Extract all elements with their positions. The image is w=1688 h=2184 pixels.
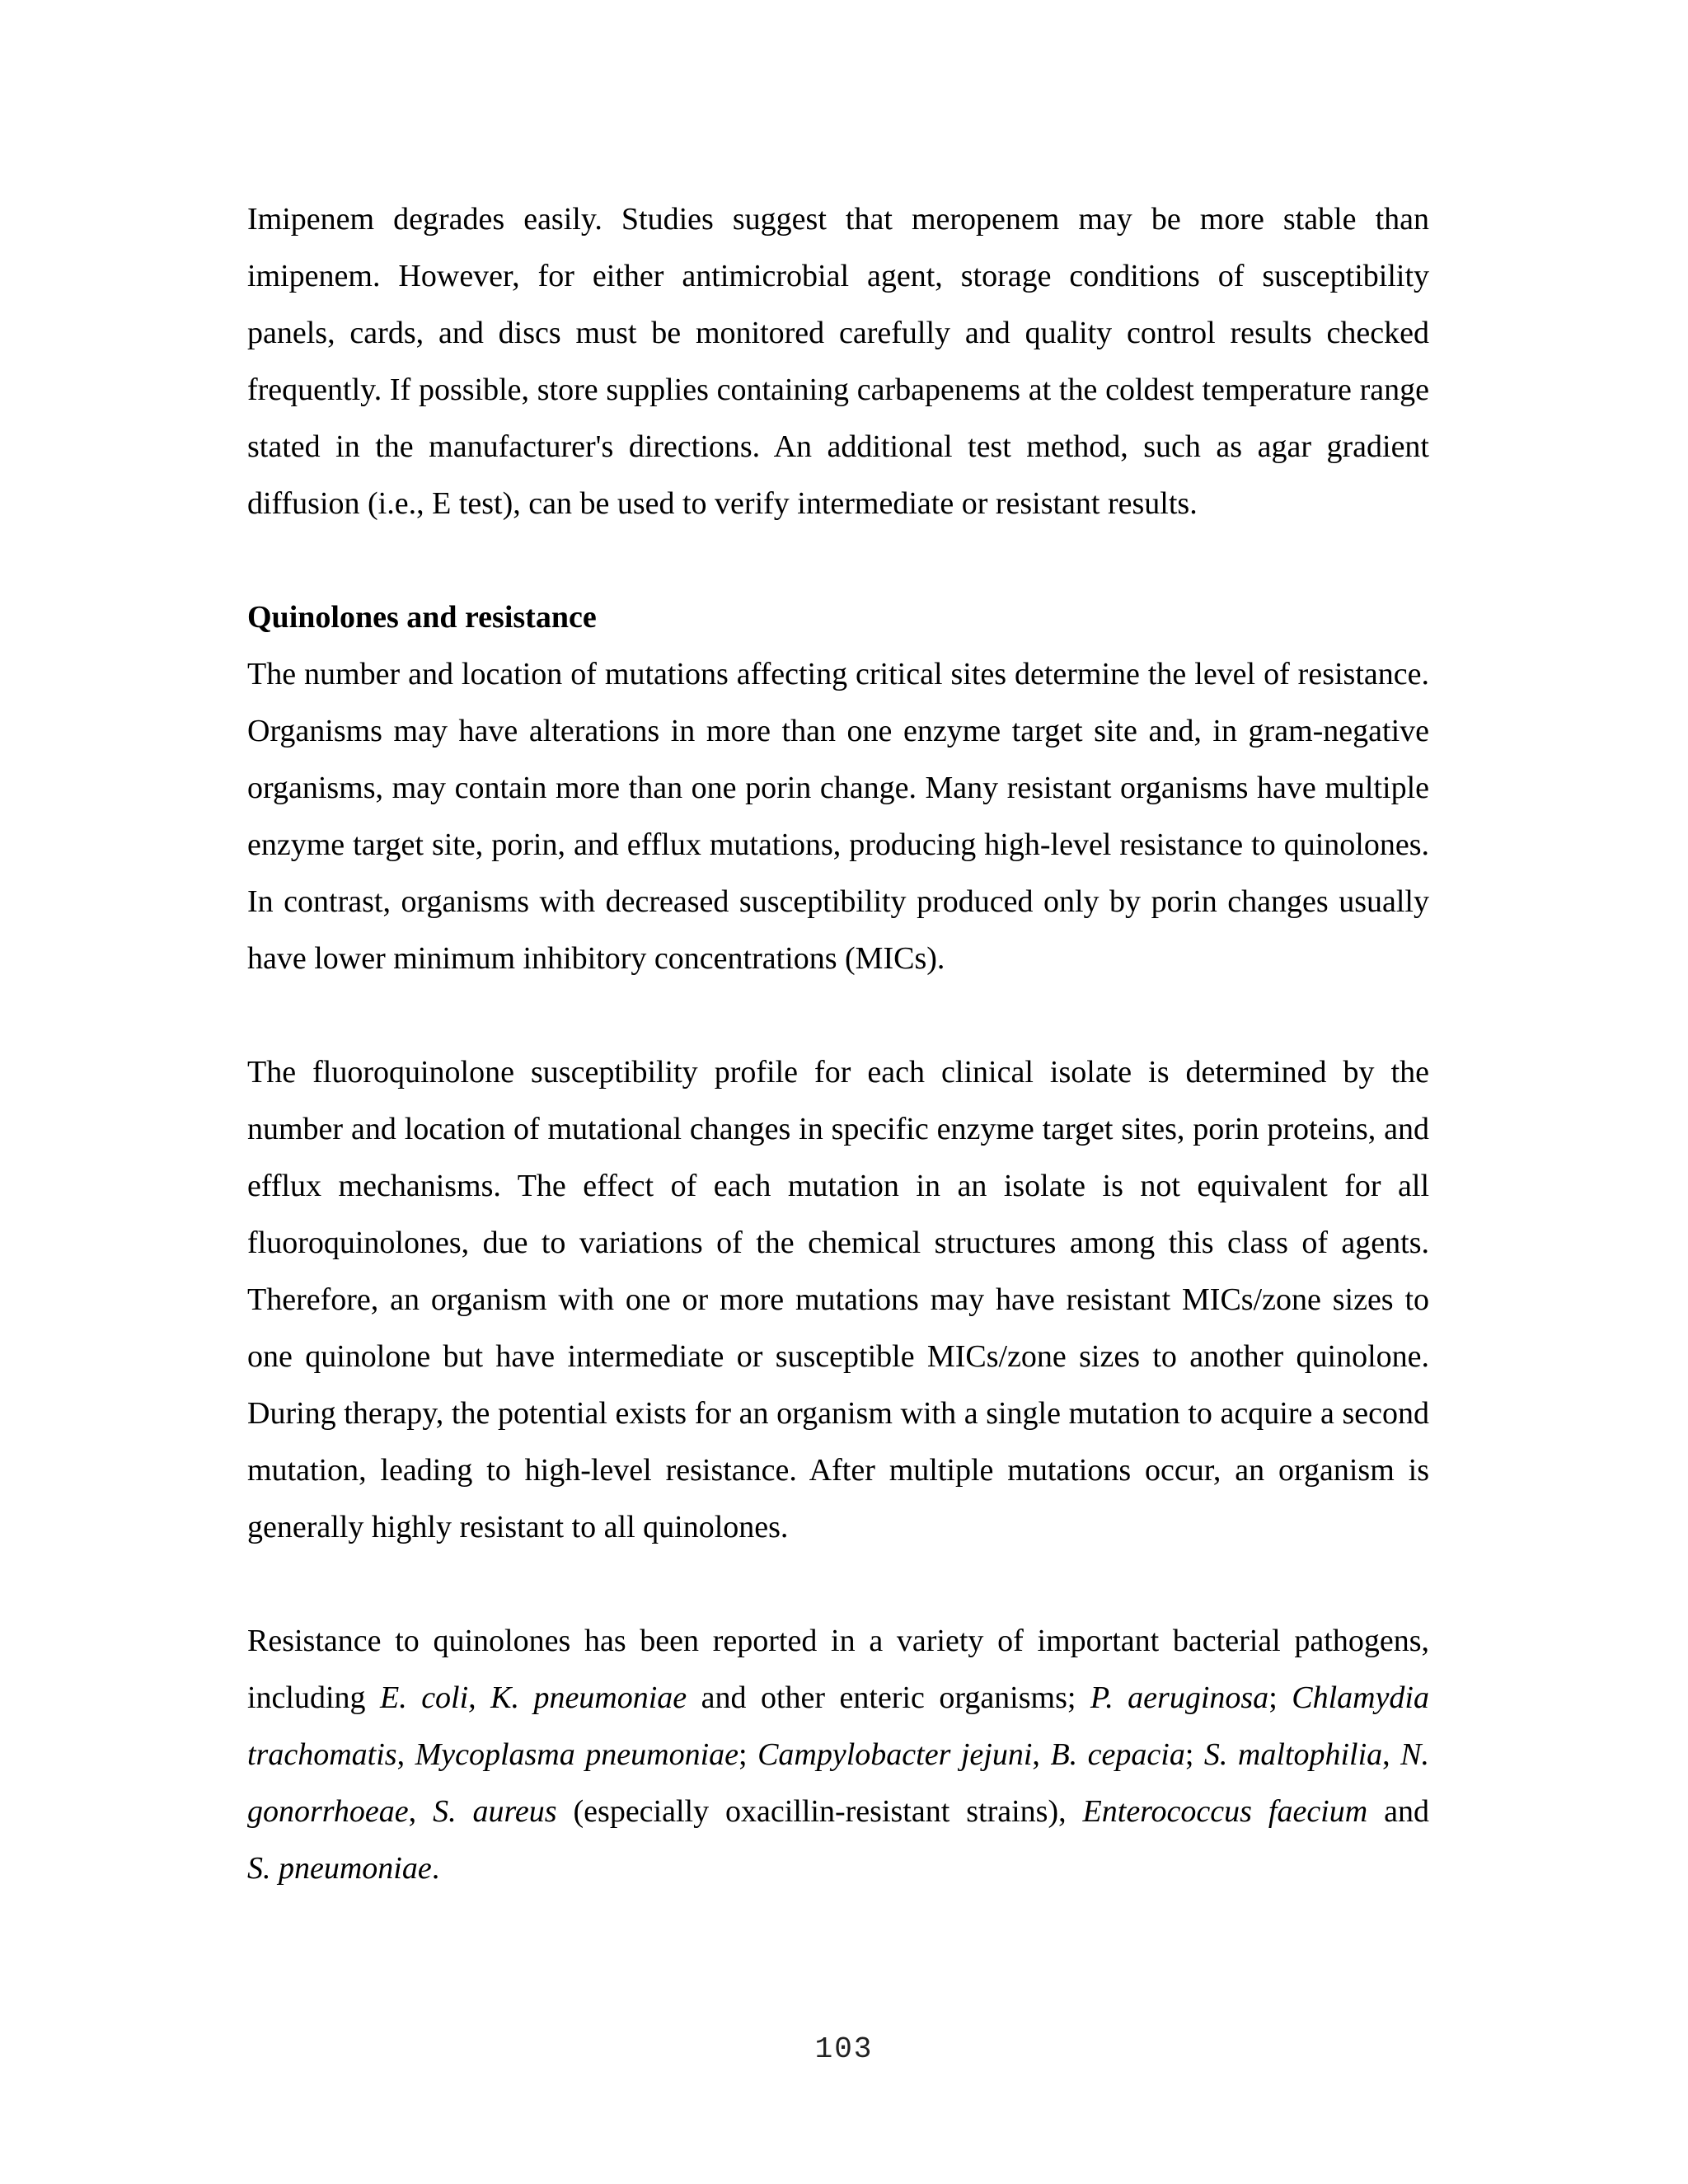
organism-name: B. cepacia <box>1050 1737 1185 1772</box>
page-content <box>247 191 1429 1897</box>
pathogens-text: (especially oxacillin-resistant strains), <box>556 1794 1083 1829</box>
organism-name: S. maltophilia <box>1203 1737 1383 1772</box>
paragraph-spacer <box>247 1556 1429 1613</box>
paragraph-spacer <box>247 987 1429 1044</box>
paragraph-susceptibility-profile: The fluoroquinolone susceptibility profile for each clinical isolate is determined by the number and location of mutational changes in specific enzyme target sites, porin proteins, and efflux mechanisms. The effect of each mutation in an isolate is not equivalent for all fluoroquinolones, due to variations of the chemical structures among this class of agents. Therefore, an organism with one or more mutations may have resistant MICs/zone sizes to one quinolone but have intermediate or susceptible MICs/zone sizes to another quinolone. During therapy, the potential exists for an organism with a single mutation to acquire a second mutation, leading to high-level resistance. After multiple mutations occur, an organism is generally highly resistant to all quinolones. <box>247 1055 1429 1544</box>
organism-name: P. aeruginosa <box>1090 1680 1269 1715</box>
paragraph-spacer <box>247 532 1429 589</box>
organism-name: Mycoplasma pneumoniae <box>415 1737 738 1772</box>
pathogens-text: ; <box>1184 1737 1204 1772</box>
pathogens-text: , <box>1382 1737 1401 1772</box>
pathogens-text: . <box>431 1851 440 1886</box>
paragraph-mutations: The number and location of mutations affecting critical sites determine the level of resistance. Organisms may have alterations in more than one enzyme target site and, in gram-negative organisms, may contain more than one porin change. Many resistant organisms have multiple enzyme target site, porin, and efflux mutations, producing high-level resistance to quinolones. In contrast, organisms with decreased susceptibility produced only by porin changes usually have lower minimum inhibitory concentrations (MICs). <box>247 657 1429 976</box>
pathogens-line-1 <box>247 1613 1429 1840</box>
organism-name: Chlamydia trachomatis <box>247 1680 1429 1772</box>
organism-name: N. gonorrhoeae <box>247 1737 1430 1829</box>
organism-name: S. pneumoniae <box>247 1851 432 1886</box>
pathogens-text: and <box>1367 1794 1429 1829</box>
pathogens-line-last <box>247 1840 1429 1897</box>
pathogens-text: ; <box>738 1737 758 1772</box>
section-heading-quinolones: Quinolones and resistance <box>247 600 597 635</box>
page-number: 103 <box>814 2032 874 2066</box>
pathogens-text: , <box>408 1794 434 1829</box>
pathogens-text: ; <box>1268 1680 1292 1715</box>
organism-name: S. aureus <box>433 1794 557 1829</box>
paragraph-carbapenem-storage: Imipenem degrades easily. Studies suggest that meropenem may be more stable than imipenem. However, for either antimicrobial agent, storage conditions of susceptibility panels, cards, and discs must be monitored carefully and quality control results checked frequently. If possible, store supplies containing carbapenems at the coldest temperature range stated in the manufacturer's directions. An additional test method, such as agar gradient diffusion (i.e., E test), can be used to verify intermediate or resistant results. <box>247 202 1429 521</box>
organism-name: Enterococcus faecium <box>1082 1794 1368 1829</box>
pathogens-text: , <box>1032 1737 1051 1772</box>
organism-name: Campylobacter jejuni <box>757 1737 1033 1772</box>
pathogens-text: and other enteric organisms; <box>687 1680 1090 1715</box>
organism-name: E. coli, K. pneumoniae <box>380 1680 687 1715</box>
pathogens-text: Resistance to quinolones has been reported in a variety of important bacterial pathogens, including <box>247 1624 1429 1715</box>
pathogens-text: , <box>396 1737 415 1772</box>
paragraph-pathogens <box>247 1613 1429 1897</box>
